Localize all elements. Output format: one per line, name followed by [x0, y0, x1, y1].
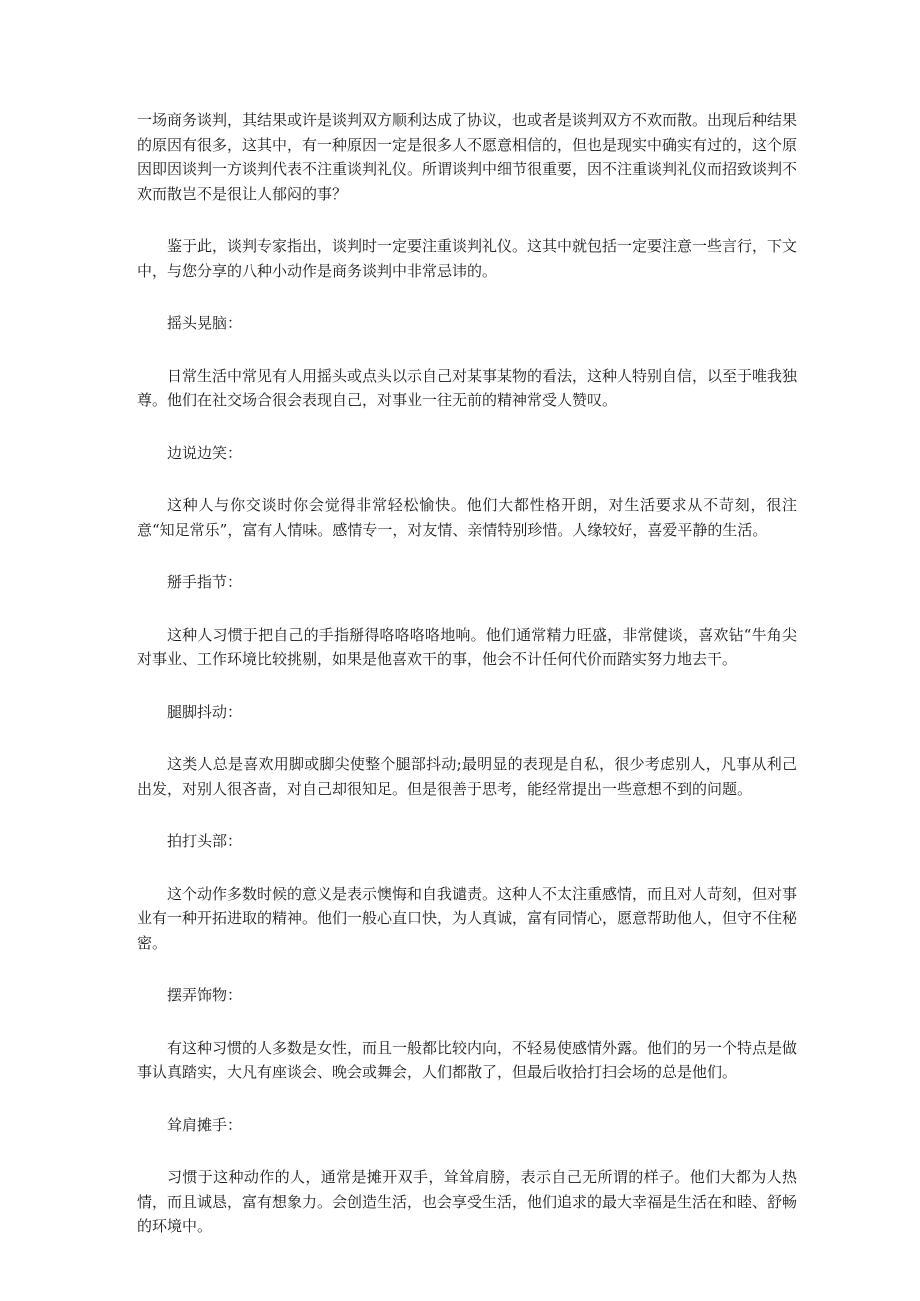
- section-heading-talk-laugh: 边说边笑：: [167, 443, 243, 462]
- section-body-shake-legs: 这类人总是喜欢用脚或脚尖使整个腿部抖动;最明显的表现是自私，很少考虑别人，凡事从利己出发，对别人很吝啬，对自己却很知足。但是很善于思考，能经常提出一些意想不到的问题。: [137, 755, 797, 798]
- intro-paragraph: 一场商务谈判，其结果或许是谈判双方顺利达成了协议，也或者是谈判双方不欢而散。出现后种结果的原因有很多，这其中，有一种原因一定是很多人不愿意相信的，但也是现实中确实有过的，这个原因即因谈判一方谈判代表不注重谈判礼仪。所谓谈判中细节很重要，因不注重谈判礼仪而招致谈判不欢而散岂不是很让人郁闷的事？: [137, 111, 798, 203]
- section-heading-pat-head: 拍打头部：: [167, 832, 243, 850]
- section-heading-shake-legs: 腿脚抖动：: [167, 702, 243, 721]
- section-body-shrug: 习惯于这种动作的人，通常是摊开双手，耸耸肩膀，表示自己无所谓的样子。他们大都为人热情，而且诚恳，富有想象力。会创造生活，也会享受生活，他们追求的最大幸福是生活在和睦、舒畅的环境中。: [137, 1168, 798, 1235]
- section-heading-shrug: 耸肩摊手：: [167, 1115, 243, 1134]
- section-heading-fiddle-ornaments: 摆弄饰物：: [167, 986, 243, 1004]
- section-body-fiddle-ornaments: 有这种习惯的人多数是女性，而且一般都比较内向，不轻易使感情外露。他们的另一个特点是做事认真踏实，大凡有座谈会、晚会或舞会，人们都散了，但最后收拾打扫会场的总是他们。: [137, 1038, 798, 1081]
- lead-paragraph: 鉴于此，谈判专家指出，谈判时一定要注重谈判礼仪。这其中就包括一定要注意一些言行，下文中，与您分享的八种小动作是商务谈判中非常忌讳的。: [137, 237, 798, 280]
- section-heading-crack-knuckles: 掰手指节：: [167, 573, 243, 591]
- section-body-crack-knuckles: 这种人习惯于把自己的手指掰得咯咯咯咯地响。他们通常精力旺盛，非常健谈，喜欢钻“牛角尖对事业、工作环境比较挑剔，如果是他喜欢干的事，他会不计任何代价而踏实努力地去干。: [137, 625, 797, 668]
- section-body-pat-head: 这个动作多数时候的意义是表示懊悔和自我谴责。这种人不太注重感情，而且对人苛刻，但对事业有一种开拓进取的精神。他们一般心直口快，为人真诚，富有同情心，愿意帮助他人，但守不住秘密。: [137, 884, 798, 952]
- section-body-talk-laugh: 这种人与你交谈时你会觉得非常轻松愉快。他们大都性格开朗，对生活要求从不苛刻，很注意“知足常乐”，富有人情味。感情专一，对友情、亲情特别珍惜。人缘较好，喜爱平静的生活。: [137, 496, 797, 539]
- section-heading-shake-head: 摇头晃脑：: [167, 314, 243, 332]
- document-body: [137, 108, 797, 1267]
- section-body-shake-head: 日常生活中常见有人用摇头或点头以示自己对某事某物的看法，这种人特别自信，以至于唯我独尊。他们在社交场合很会表现自己，对事业一往无前的精神常受人赞叹。: [137, 366, 798, 409]
